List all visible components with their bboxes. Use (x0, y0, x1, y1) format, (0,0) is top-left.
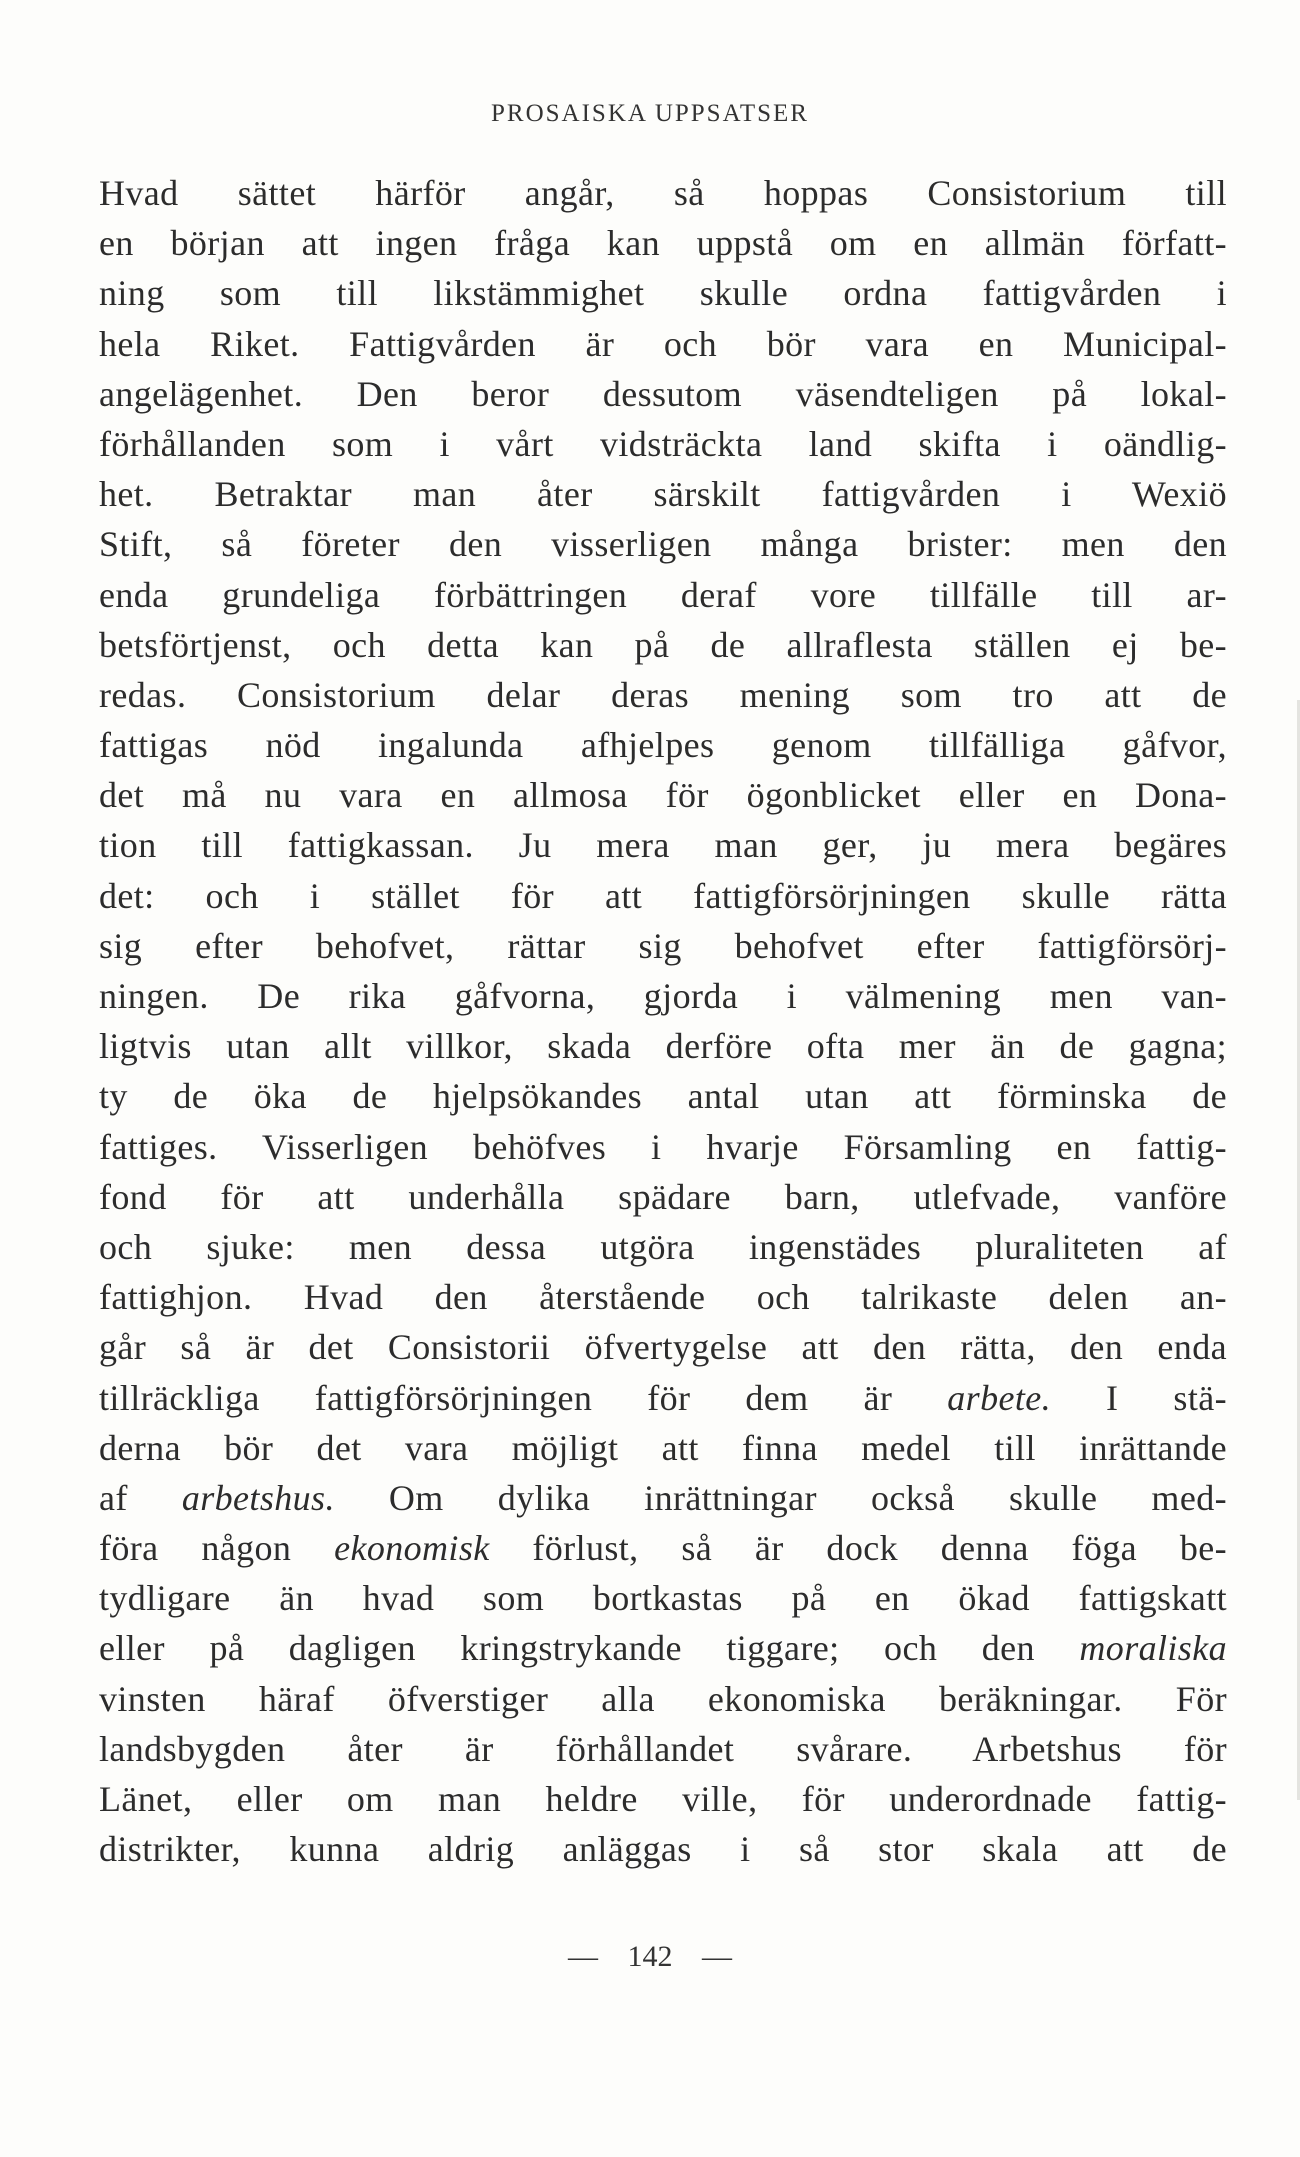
text-run: förhållanden som i vårt vidsträckta land skifta i oändlig- (99, 423, 1227, 464)
folio-dash-left: — (568, 1940, 598, 1973)
text-run: vinsten häraf öfverstiger alla ekonomiska beräkningar. För (99, 1678, 1227, 1719)
text-line (99, 519, 1227, 569)
text-line (99, 268, 1227, 318)
text-run: tillräckliga fattigförsörjningen för dem är (99, 1377, 948, 1418)
text-line (99, 1774, 1227, 1824)
text-line (99, 1623, 1227, 1673)
text-line (99, 1071, 1227, 1121)
text-run: det må nu vara en allmosa för ögonblicket eller en Dona- (99, 775, 1227, 816)
text-line (99, 1222, 1227, 1272)
text-run: hela Riket. Fattigvården är och bör vara en Municipal- (99, 323, 1227, 364)
text-line (99, 620, 1227, 670)
text-run: distrikter, kunna aldrig anläggas i så stor skala att de (99, 1829, 1227, 1870)
text-line (99, 820, 1227, 870)
text-run: redas. Consistorium delar deras mening som tro att de (99, 674, 1227, 715)
text-line (99, 1322, 1227, 1372)
text-line (99, 369, 1227, 419)
text-run: och sjuke: men dessa utgöra ingenstädes pluraliteten af (99, 1226, 1227, 1267)
italic-run: ekonomisk (334, 1528, 490, 1569)
text-line (99, 1724, 1227, 1774)
text-run: landsbygden åter är förhållandet svårare. Arbetshus för (99, 1728, 1227, 1769)
text-run: enda grundeliga förbättringen deraf vore tillfälle till ar- (99, 574, 1227, 615)
folio-dash-right: — (702, 1940, 732, 1973)
text-run: det: och i stället för att fattigförsörjningen skulle rätta (99, 875, 1227, 916)
text-run: föra någon (99, 1528, 335, 1569)
text-run: ty de öka de hjelpsökandes antal utan att förminska de (99, 1076, 1227, 1117)
text-line (99, 1373, 1227, 1423)
text-run: sig efter behofvet, rättar sig behofvet efter fattigförsörj- (99, 925, 1227, 966)
text-run: het. Betraktar man åter särskilt fattigvården i Wexiö (99, 474, 1227, 515)
text-line (99, 1824, 1227, 1874)
italic-run: arbetshus. (181, 1477, 335, 1518)
text-run: tydligare än hvad som bortkastas på en ökad fattigskatt (99, 1578, 1227, 1619)
text-line (99, 218, 1227, 268)
text-line (99, 469, 1227, 519)
running-head: PROSAISKA UPPSATSER (491, 100, 809, 127)
text-run: fond för att underhålla spädare barn, utlefvade, vanföre (99, 1176, 1227, 1217)
text-line (99, 419, 1227, 469)
page-number: 142 (627, 1940, 673, 1973)
text-run: en början att ingen fråga kan uppstå om en allmän författ- (99, 223, 1227, 264)
page-number-line (0, 1940, 1300, 1974)
text-run: eller på dagligen kringstrykande tiggare; och den (99, 1628, 1080, 1669)
text-line (99, 670, 1227, 720)
text-line (99, 1423, 1227, 1473)
text-line (99, 1573, 1227, 1623)
text-run: I stä- (1051, 1377, 1227, 1418)
text-line (99, 1272, 1227, 1322)
text-run: Stift, så företer den visserligen många brister: men den (99, 524, 1227, 565)
text-run: angelägenhet. Den beror dessutom väsendteligen på lokal- (99, 373, 1227, 414)
text-line (99, 770, 1227, 820)
text-run: Om dylika inrättningar också skulle med- (334, 1477, 1227, 1518)
italic-run: arbete. (947, 1377, 1052, 1418)
text-line (99, 871, 1227, 921)
text-line (99, 319, 1227, 369)
body-text (99, 168, 1227, 1874)
text-run: fattighjon. Hvad den återstående och talrikaste delen an- (99, 1277, 1227, 1318)
text-run: derna bör det vara möjligt att finna medel till inrättande (99, 1427, 1227, 1468)
text-run: ningen. De rika gåfvorna, gjorda i välmening men van- (99, 976, 1227, 1016)
text-run: tion till fattigkassan. Ju mera man ger, ju mera begäres (99, 825, 1227, 866)
text-line (99, 1674, 1227, 1724)
text-run: förlust, så är dock denna föga be- (489, 1528, 1227, 1569)
text-line (99, 921, 1227, 971)
text-run: af (99, 1477, 182, 1518)
text-run: Länet, eller om man heldre ville, för underordnade fattig- (99, 1779, 1227, 1819)
text-run: fattiges. Visserligen behöfves i hvarje Församling en fattig- (99, 1126, 1227, 1167)
text-run: går så är det Consistorii öfvertygelse att den rätta, den enda (99, 1327, 1227, 1368)
italic-run: moraliska (1079, 1628, 1227, 1669)
text-line (99, 1021, 1227, 1071)
text-run: fattigas nöd ingalunda afhjelpes genom tillfälliga gåfvor, (99, 725, 1227, 766)
text-run: Hvad sättet härför angår, så hoppas Consistorium till (99, 173, 1227, 213)
text-line (99, 570, 1227, 620)
text-line (99, 1172, 1227, 1222)
text-line (99, 720, 1227, 770)
text-run: ligtvis utan allt villkor, skada derföre ofta mer än de gagna; (99, 1026, 1227, 1067)
text-line (99, 1523, 1227, 1573)
text-run: ning som till likstämmighet skulle ordna fattigvården i (99, 273, 1227, 314)
text-line (99, 168, 1227, 218)
text-line (99, 971, 1227, 1021)
text-line (99, 1122, 1227, 1172)
text-line (99, 1473, 1227, 1523)
text-run: betsförtjenst, och detta kan på de allraflesta ställen ej be- (99, 624, 1227, 665)
